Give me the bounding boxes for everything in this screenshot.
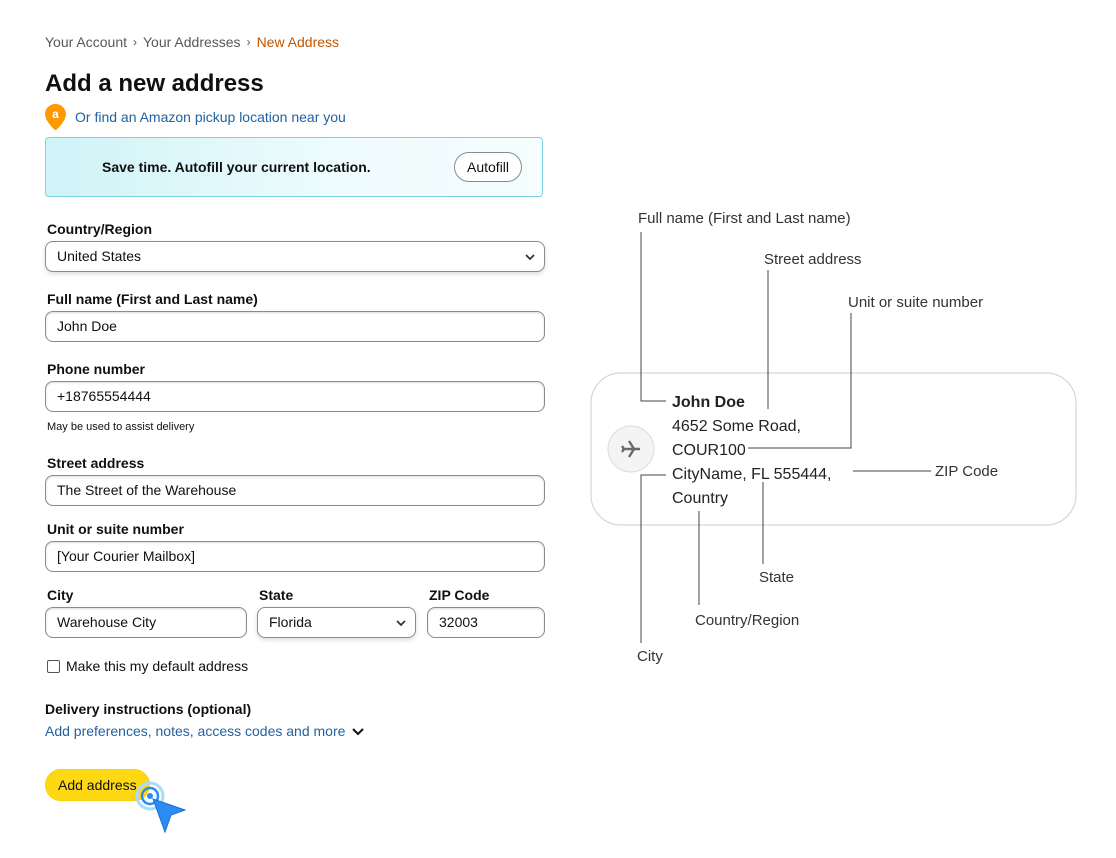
state-select[interactable] bbox=[257, 607, 416, 638]
address-format-diagram bbox=[580, 195, 1090, 675]
unit-value: [Your Courier Mailbox] bbox=[57, 548, 195, 564]
chevron-down-icon bbox=[524, 251, 536, 263]
unit-input[interactable] bbox=[45, 541, 545, 572]
card-name: John Doe bbox=[672, 394, 745, 411]
page-title: Add a new address bbox=[45, 70, 264, 97]
card-unit: COUR100 bbox=[672, 442, 746, 459]
breadcrumb-separator: › bbox=[246, 35, 251, 49]
breadcrumb-your-account[interactable]: Your Account bbox=[45, 34, 127, 50]
autofill-button[interactable]: Autofill bbox=[454, 152, 522, 182]
card-city-state-zip: CityName, FL 555444, bbox=[672, 466, 832, 483]
unit-label: Unit or suite number bbox=[47, 521, 184, 537]
city-input[interactable] bbox=[45, 607, 247, 638]
full-name-label: Full name (First and Last name) bbox=[47, 291, 258, 307]
autofill-text: Save time. Autofill your current location. bbox=[102, 159, 371, 175]
annotation-street: Street address bbox=[764, 251, 862, 268]
default-address-row[interactable] bbox=[47, 658, 248, 674]
city-label: City bbox=[47, 587, 74, 603]
zip-input[interactable] bbox=[427, 607, 545, 638]
breadcrumb bbox=[45, 34, 339, 50]
full-name-value: John Doe bbox=[57, 318, 117, 334]
pickup-location-row bbox=[45, 104, 346, 130]
full-name-input[interactable] bbox=[45, 311, 545, 342]
delivery-instructions-toggle[interactable] bbox=[45, 723, 365, 739]
street-value: The Street of the Warehouse bbox=[57, 482, 237, 498]
card-street: 4652 Some Road, bbox=[672, 418, 801, 435]
default-address-label: Make this my default address bbox=[66, 658, 249, 674]
phone-label: Phone number bbox=[47, 361, 146, 377]
card-country: Country bbox=[672, 490, 729, 507]
city-value: Warehouse City bbox=[57, 614, 157, 630]
default-address-checkbox[interactable] bbox=[47, 660, 60, 673]
chevron-down-icon bbox=[351, 724, 365, 738]
annotation-country: Country/Region bbox=[695, 612, 800, 629]
zip-value: 32003 bbox=[439, 614, 478, 630]
mouse-pointer-icon bbox=[134, 780, 190, 836]
annotation-city: City bbox=[637, 648, 663, 665]
annotation-state: State bbox=[759, 569, 795, 586]
phone-input[interactable] bbox=[45, 381, 545, 412]
street-input[interactable] bbox=[45, 475, 545, 506]
add-address-button[interactable]: Add address bbox=[45, 769, 150, 801]
phone-value: +18765554444 bbox=[57, 388, 151, 404]
delivery-instructions-title: Delivery instructions (optional) bbox=[45, 701, 252, 717]
zip-label: ZIP Code bbox=[429, 587, 490, 603]
country-label: Country/Region bbox=[47, 221, 152, 237]
annotation-zip: ZIP Code bbox=[935, 463, 999, 480]
annotation-unit: Unit or suite number bbox=[848, 294, 984, 311]
state-value: Florida bbox=[269, 614, 312, 630]
breadcrumb-separator: › bbox=[133, 35, 137, 49]
address-card bbox=[591, 373, 1076, 525]
annotation-full-name: Full name (First and Last name) bbox=[638, 210, 851, 227]
country-select[interactable] bbox=[45, 241, 545, 272]
autofill-banner bbox=[45, 137, 543, 197]
phone-hint: May be used to assist delivery bbox=[47, 421, 195, 433]
breadcrumb-your-addresses[interactable]: Your Addresses bbox=[143, 34, 241, 50]
breadcrumb-current: New Address bbox=[256, 34, 340, 50]
state-label: State bbox=[259, 587, 294, 603]
svg-text:a: a bbox=[52, 107, 59, 121]
pickup-location-link[interactable]: Or find an Amazon pickup location near you bbox=[75, 109, 346, 125]
chevron-down-icon bbox=[395, 617, 407, 629]
amazon-location-pin-icon bbox=[45, 104, 66, 130]
street-label: Street address bbox=[47, 455, 145, 471]
delivery-instructions-link[interactable]: Add preferences, notes, access codes and more bbox=[45, 723, 346, 739]
country-value: United States bbox=[57, 248, 142, 264]
